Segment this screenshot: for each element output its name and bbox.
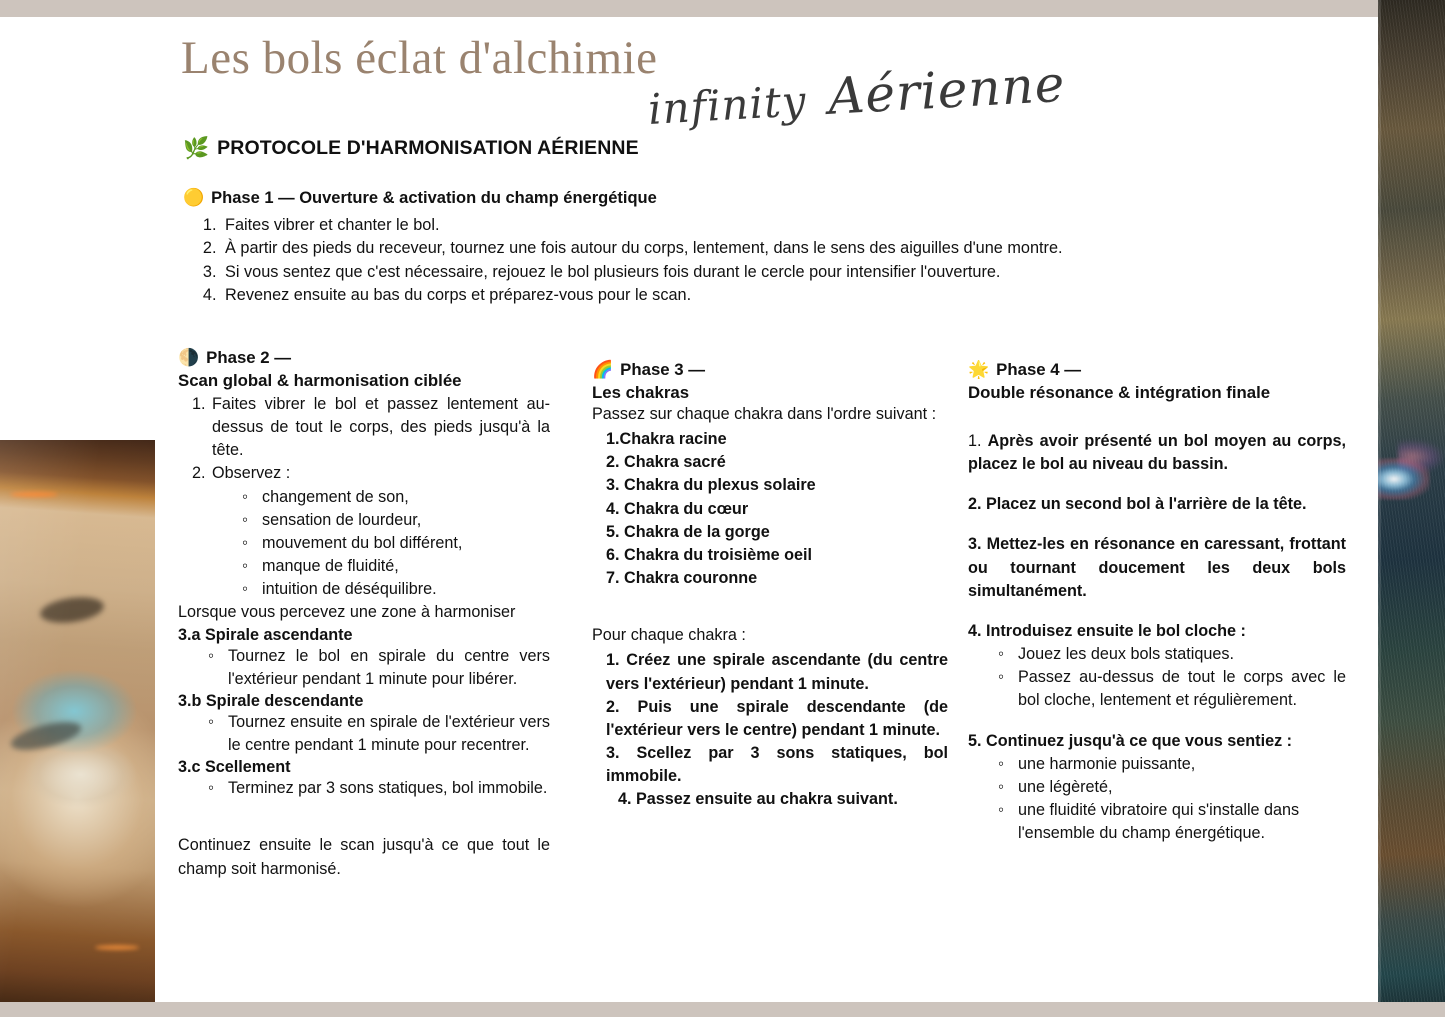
- phase-4-column: [968, 360, 1346, 845]
- bottom-decorative-band: [0, 1002, 1445, 1017]
- protocol-heading-row: [183, 137, 639, 160]
- photo-sheen-overlay: [0, 440, 155, 1017]
- phase-4-step-5-title: 5. Continuez jusqu'à ce que vous sentiez :: [968, 731, 1293, 750]
- phase-4-step-4-list: [968, 643, 1346, 712]
- list-item: ◦ une harmonie puissante,: [998, 753, 1346, 776]
- list-item: ◦ Terminez par 3 sons statiques, bol immobile.: [208, 777, 550, 800]
- list-item: 3. Si vous sentez que c'est nécessaire, rejouez le bol plusieurs fois durant le cercle pour intensifier l'ouverture.: [221, 261, 1343, 284]
- phase-4-step-1: [968, 430, 1346, 476]
- phase-3-intro-text: Passez sur chaque chakra dans l'ordre suivant :: [592, 405, 937, 423]
- signature-word-aerienne: Aérienne: [826, 54, 1067, 126]
- photo-left-edge-highlight: [1378, 0, 1381, 1017]
- rainbow-icon: 🌈: [592, 360, 614, 379]
- phase-2-observations-list: [212, 486, 550, 602]
- spacer: [968, 403, 1346, 420]
- phase-1-section: [183, 188, 1343, 308]
- list-item: ◦ Jouez les deux bols statiques.: [998, 643, 1346, 666]
- list-item: [210, 462, 550, 601]
- phase-4-step-5-list: [968, 753, 1346, 846]
- phase-3-heading: Phase 3 —: [620, 360, 706, 379]
- list-item: 1. Faites vibrer le bol et passez lentement au-dessus de tout le corps, des pieds jusqu'à la tête.: [210, 393, 550, 462]
- spacer: [178, 800, 550, 817]
- spacer: [968, 476, 1346, 493]
- phase-2-closing-text: Continuez ensuite le scan jusqu'à ce que tout le champ soit harmonisé.: [178, 836, 550, 878]
- phase-4-step-4-title: 4. Introduisez ensuite le bol cloche :: [968, 621, 1246, 640]
- singing-bowl-photo: [0, 440, 155, 1017]
- glowing-star-icon: 🌟: [968, 360, 990, 379]
- phase-2-step-3c-title: 3.c Scellement: [178, 758, 291, 777]
- list-item: 2. À partir des pieds du receveur, tournez une fois autour du corps, lentement, dans le sens des aiguilles d'une montre.: [221, 237, 1343, 260]
- list-item: ◦ une légèreté,: [998, 776, 1346, 799]
- phase-2-column: [178, 348, 550, 881]
- list-item: 3. Scellez par 3 sons statiques, bol immobile.: [606, 744, 948, 786]
- page-title: Les bols éclat d'alchimie: [181, 32, 658, 84]
- phase-1-steps-list: [183, 214, 1343, 308]
- list-item: ◦ Tournez le bol en spirale du centre vers l'extérieur pendant 1 minute pour libérer.: [208, 645, 550, 691]
- phase-2-step-3b-list: [178, 711, 550, 757]
- list-item: 4. Passez ensuite au chakra suivant.: [618, 790, 898, 809]
- step-text: Après avoir présenté un bol moyen au corps, placez le bol au niveau du bassin.: [968, 432, 1346, 474]
- phase-4-step-3: 3. Mettez-les en résonance en caressant, frottant ou tournant doucement les deux bols simultanément.: [968, 535, 1346, 600]
- phase-2-step-3a-list: [178, 645, 550, 691]
- list-item: 2. Puis une spirale descendante (de l'extérieur vers le centre) pendant 1 minute.: [606, 697, 948, 739]
- list-item: ◦ manque de fluidité,: [242, 555, 550, 578]
- list-item: 1. Créez une spirale ascendante (du centre vers l'extérieur) pendant 1 minute.: [606, 651, 948, 693]
- protocol-heading-text: PROTOCOLE D'HARMONISATION AÉRIENNE: [217, 137, 639, 159]
- list-item: 1. Faites vibrer et chanter le bol.: [221, 214, 1343, 237]
- spacer: [592, 590, 948, 607]
- herb-leaf-icon: 🌿: [183, 137, 210, 160]
- phase-3-heading-row: [592, 360, 948, 380]
- phase-3-per-chakra-steps: [592, 649, 948, 811]
- list-item: 5. Chakra de la gorge: [606, 522, 770, 541]
- phase-2-steps-list: [178, 393, 550, 601]
- list-item: ◦ une fluidité vibratoire qui s'installe dans l'ensemble du champ énergétique.: [998, 799, 1346, 845]
- phase-3-chakra-list: [592, 428, 948, 590]
- signature-word-infinity: infinity: [646, 76, 808, 134]
- observe-label: Observez :: [212, 464, 291, 483]
- list-item: 4. Chakra du cœur: [606, 499, 749, 518]
- list-item: 7. Chakra couronne: [606, 569, 758, 588]
- phase-4-subheading: Double résonance & intégration finale: [968, 383, 1271, 402]
- spacer: [592, 607, 948, 624]
- list-item: 2. Chakra sacré: [606, 453, 726, 472]
- list-item: ◦ Tournez ensuite en spirale de l'extérieur vers le centre pendant 1 minute pour recentrer.: [208, 711, 550, 757]
- photo-lens-flare: [1378, 458, 1430, 500]
- phase-2-step-3b-title: 3.b Spirale descendante: [178, 691, 364, 710]
- phase-2-transition-text: Lorsque vous percevez une zone à harmoniser: [178, 603, 516, 622]
- phase-1-heading: Phase 1 — Ouverture & activation du champ énergétique: [211, 189, 657, 207]
- phase-3-column: [592, 360, 948, 812]
- list-item: 1.Chakra racine: [606, 430, 727, 449]
- step-number: 1.: [968, 432, 982, 450]
- yellow-circle-icon: 🟡: [183, 188, 205, 207]
- phase-2-heading: Phase 2 —: [206, 348, 292, 367]
- phase-2-heading-row: [178, 348, 550, 368]
- top-decorative-band: [0, 0, 1445, 17]
- phase-4-heading: Phase 4 —: [996, 360, 1082, 379]
- iridescent-texture-photo: [1378, 0, 1445, 1017]
- phase-2-subheading: Scan global & harmonisation ciblée: [178, 371, 462, 390]
- spacer: [968, 516, 1346, 533]
- spacer: [968, 713, 1346, 730]
- list-item: ◦ mouvement du bol différent,: [242, 532, 550, 555]
- photo-streak-overlay: [1378, 0, 1445, 1017]
- phase-2-step-3c-list: [178, 777, 550, 800]
- phase-3-per-chakra-label: Pour chaque chakra :: [592, 626, 746, 645]
- spacer: [968, 420, 1346, 430]
- list-item: ◦ sensation de lourdeur,: [242, 509, 550, 532]
- list-item: 3. Chakra du plexus solaire: [606, 476, 816, 495]
- spacer: [178, 817, 550, 834]
- phase-4-step-2: 2. Placez un second bol à l'arrière de la tête.: [968, 495, 1307, 514]
- phase-2-step-3a-title: 3.a Spirale ascendante: [178, 625, 353, 644]
- list-item: 6. Chakra du troisième oeil: [606, 545, 813, 564]
- half-moon-icon: 🌗: [178, 348, 200, 367]
- phase-4-heading-row: [968, 360, 1346, 380]
- spacer: [968, 603, 1346, 620]
- list-item: ◦ intuition de déséquilibre.: [242, 578, 550, 601]
- brand-signature: [646, 55, 1066, 136]
- phase-1-heading-row: [183, 188, 1343, 208]
- phase-3-subheading: Les chakras: [592, 383, 690, 402]
- list-item: ◦ changement de son,: [242, 486, 550, 509]
- list-item: ◦ Passez au-dessus de tout le corps avec le bol cloche, lentement et régulièrement.: [998, 666, 1346, 712]
- list-item: 4. Revenez ensuite au bas du corps et préparez-vous pour le scan.: [221, 284, 1343, 307]
